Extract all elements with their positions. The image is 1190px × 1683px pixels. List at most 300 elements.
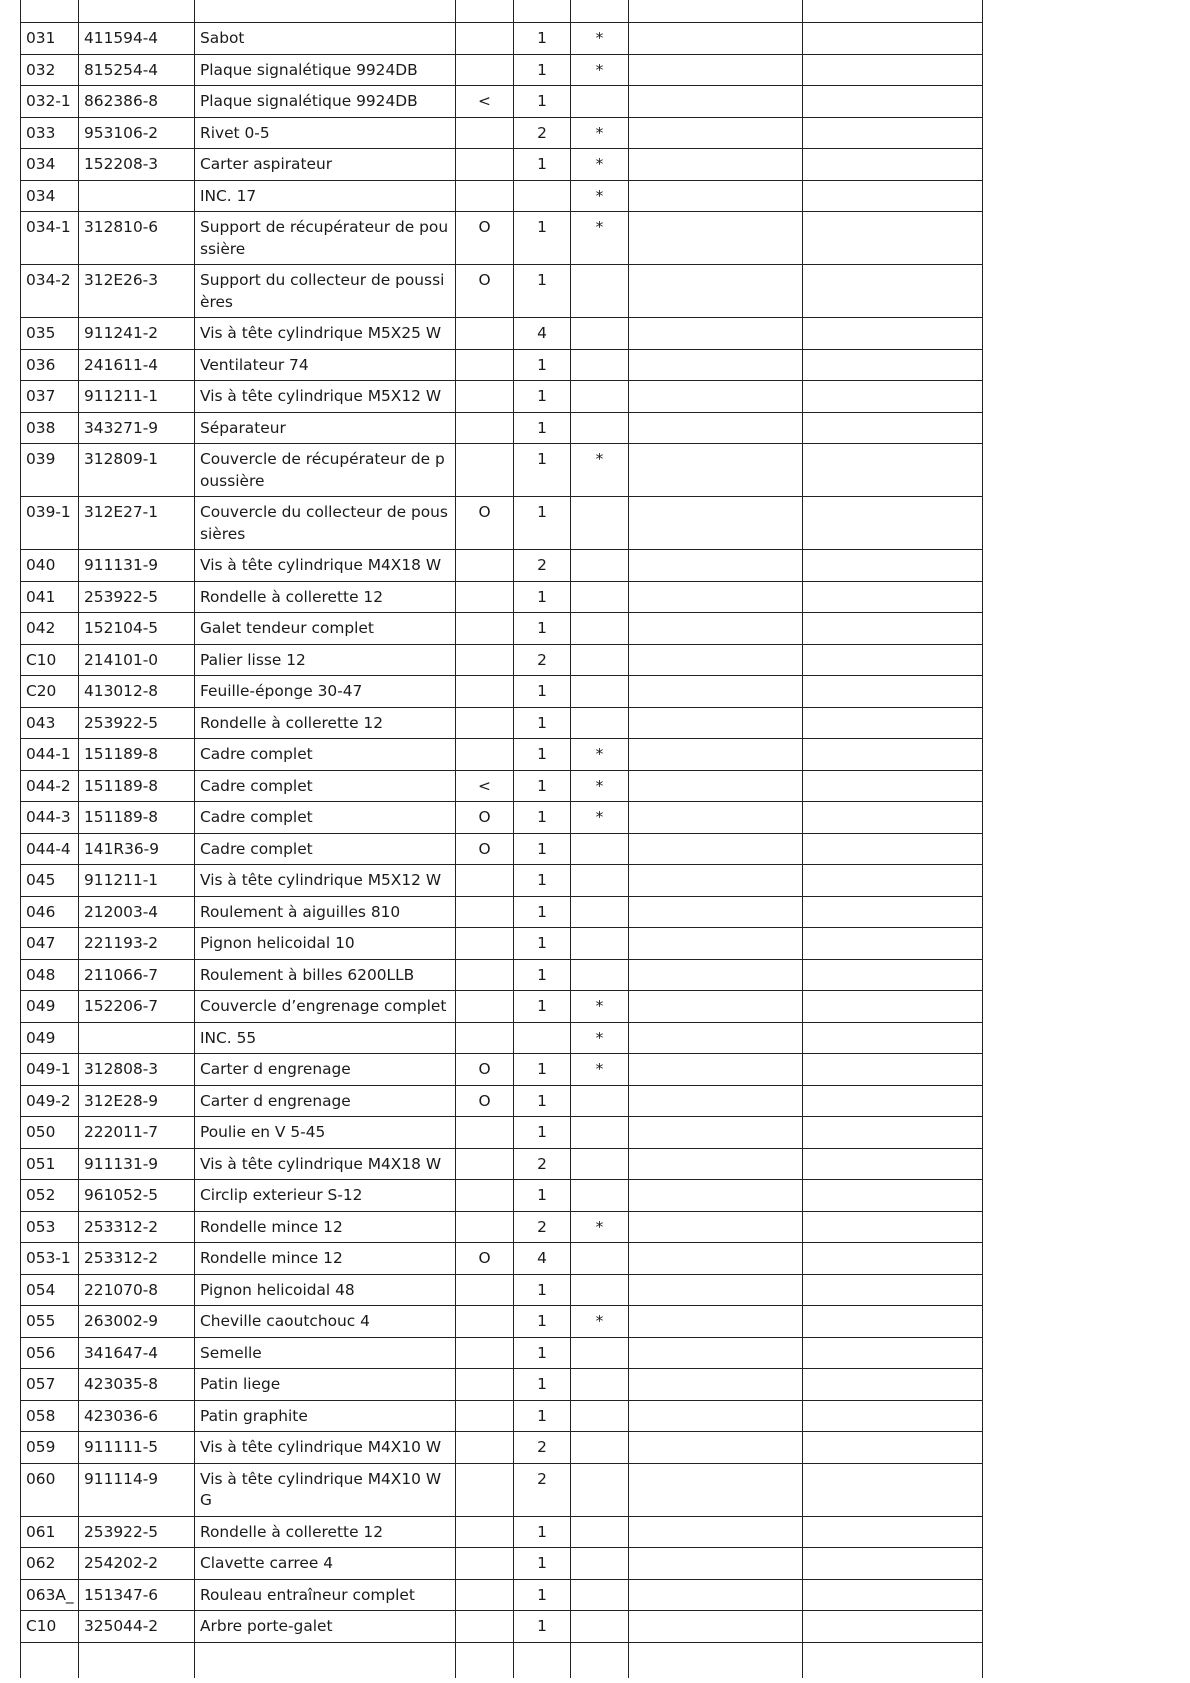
cell-item-number: 058 bbox=[21, 1400, 79, 1432]
cell-description: Couvercle d’engrenage complet bbox=[195, 991, 456, 1023]
cell-empty bbox=[629, 1337, 803, 1369]
cell-description: Poulie en V 5-45 bbox=[195, 1117, 456, 1149]
cell-quantity: 1 bbox=[514, 676, 571, 708]
cell-description: Cadre complet bbox=[195, 833, 456, 865]
cell-empty bbox=[803, 896, 983, 928]
table-row bbox=[21, 865, 983, 897]
cell-description: Plaque signalétique 9924DB bbox=[195, 54, 456, 86]
table-row bbox=[21, 86, 983, 118]
cell-empty bbox=[803, 739, 983, 771]
cell-empty bbox=[629, 1117, 803, 1149]
cell-empty bbox=[803, 707, 983, 739]
table-top-strip bbox=[21, 0, 983, 23]
cell-empty bbox=[629, 212, 803, 265]
cell-note bbox=[456, 1432, 514, 1464]
cell-part-number: 151347-6 bbox=[79, 1579, 195, 1611]
parts-table-body bbox=[21, 0, 983, 1678]
table-row bbox=[21, 1274, 983, 1306]
cell-empty bbox=[803, 1117, 983, 1149]
cell-empty bbox=[629, 1369, 803, 1401]
cell-empty bbox=[629, 1611, 803, 1643]
cell-part-number: 411594-4 bbox=[79, 23, 195, 55]
cell-empty bbox=[629, 1274, 803, 1306]
cell-note bbox=[456, 1117, 514, 1149]
cell-description: Sabot bbox=[195, 23, 456, 55]
cell-empty bbox=[456, 1642, 514, 1678]
cell-empty bbox=[803, 1306, 983, 1338]
cell-marker bbox=[571, 497, 629, 550]
cell-part-number: 911114-9 bbox=[79, 1463, 195, 1516]
cell-item-number: 047 bbox=[21, 928, 79, 960]
table-row bbox=[21, 381, 983, 413]
cell-part-number: 221193-2 bbox=[79, 928, 195, 960]
cell-description: Carter d engrenage bbox=[195, 1054, 456, 1086]
cell-marker: * bbox=[571, 23, 629, 55]
cell-part-number bbox=[79, 180, 195, 212]
cell-empty bbox=[803, 676, 983, 708]
cell-marker bbox=[571, 1369, 629, 1401]
cell-marker bbox=[571, 707, 629, 739]
cell-part-number: 222011-7 bbox=[79, 1117, 195, 1149]
cell-empty bbox=[803, 23, 983, 55]
cell-empty bbox=[629, 497, 803, 550]
cell-empty bbox=[629, 1400, 803, 1432]
table-row bbox=[21, 1400, 983, 1432]
cell-note bbox=[456, 1516, 514, 1548]
cell-quantity: 1 bbox=[514, 739, 571, 771]
cell-note: O bbox=[456, 1054, 514, 1086]
cell-note bbox=[456, 581, 514, 613]
cell-marker: * bbox=[571, 444, 629, 497]
table-row bbox=[21, 412, 983, 444]
cell-item-number: 036 bbox=[21, 349, 79, 381]
table-row bbox=[21, 770, 983, 802]
cell-note bbox=[456, 896, 514, 928]
table-row bbox=[21, 54, 983, 86]
cell-item-number: C10 bbox=[21, 644, 79, 676]
cell-description: Palier lisse 12 bbox=[195, 644, 456, 676]
cell-marker bbox=[571, 1180, 629, 1212]
cell-part-number: 253312-2 bbox=[79, 1211, 195, 1243]
cell-quantity: 1 bbox=[514, 1516, 571, 1548]
cell-marker bbox=[571, 1611, 629, 1643]
cell-note bbox=[456, 1579, 514, 1611]
cell-empty bbox=[629, 1085, 803, 1117]
cell-empty bbox=[803, 1548, 983, 1580]
cell-marker: * bbox=[571, 1211, 629, 1243]
cell-empty bbox=[629, 959, 803, 991]
cell-empty bbox=[803, 349, 983, 381]
cell-note bbox=[456, 23, 514, 55]
cell-description: Vis à tête cylindrique M4X10 W bbox=[195, 1432, 456, 1464]
cell-part-number: 253922-5 bbox=[79, 1516, 195, 1548]
cell-marker: * bbox=[571, 1306, 629, 1338]
cell-marker bbox=[571, 581, 629, 613]
cell-item-number: 034 bbox=[21, 180, 79, 212]
cell-note bbox=[456, 318, 514, 350]
cell-item-number: 041 bbox=[21, 581, 79, 613]
cell-marker bbox=[571, 959, 629, 991]
cell-quantity: 1 bbox=[514, 770, 571, 802]
table-row bbox=[21, 265, 983, 318]
cell-empty bbox=[803, 833, 983, 865]
cell-marker bbox=[571, 1337, 629, 1369]
table-row bbox=[21, 444, 983, 497]
cell-note: O bbox=[456, 265, 514, 318]
cell-description: INC. 17 bbox=[195, 180, 456, 212]
cell-note bbox=[456, 1022, 514, 1054]
cell-part-number: 325044-2 bbox=[79, 1611, 195, 1643]
cell-marker bbox=[571, 550, 629, 582]
cell-marker bbox=[571, 928, 629, 960]
cell-item-number: 056 bbox=[21, 1337, 79, 1369]
cell-quantity: 1 bbox=[514, 412, 571, 444]
table-row bbox=[21, 497, 983, 550]
cell-item-number: 057 bbox=[21, 1369, 79, 1401]
cell-item-number: 037 bbox=[21, 381, 79, 413]
cell-item-number: 046 bbox=[21, 896, 79, 928]
table-row bbox=[21, 1148, 983, 1180]
cell-note: O bbox=[456, 833, 514, 865]
cell-empty bbox=[803, 265, 983, 318]
cell-marker bbox=[571, 833, 629, 865]
cell-empty bbox=[803, 865, 983, 897]
cell-part-number: 312E26-3 bbox=[79, 265, 195, 318]
cell-note: O bbox=[456, 802, 514, 834]
cell-empty bbox=[571, 1642, 629, 1678]
cell-marker: * bbox=[571, 770, 629, 802]
cell-quantity: 1 bbox=[514, 1337, 571, 1369]
cell-part-number: 221070-8 bbox=[79, 1274, 195, 1306]
cell-part-number: 815254-4 bbox=[79, 54, 195, 86]
cell-description: Support du collecteur de poussières bbox=[195, 265, 456, 318]
cell-quantity: 1 bbox=[514, 497, 571, 550]
cell-marker bbox=[571, 896, 629, 928]
cell-marker: * bbox=[571, 1054, 629, 1086]
cell-note: < bbox=[456, 770, 514, 802]
cell-part-number: 911131-9 bbox=[79, 550, 195, 582]
table-row bbox=[21, 739, 983, 771]
cell-description: Cadre complet bbox=[195, 802, 456, 834]
cell-description: Vis à tête cylindrique M4X18 W bbox=[195, 1148, 456, 1180]
cell-empty bbox=[803, 381, 983, 413]
cell-marker: * bbox=[571, 149, 629, 181]
table-row bbox=[21, 644, 983, 676]
cell-item-number: 044-3 bbox=[21, 802, 79, 834]
cell-part-number: 253922-5 bbox=[79, 707, 195, 739]
table-row bbox=[21, 581, 983, 613]
cell-marker: * bbox=[571, 212, 629, 265]
cell-quantity: 1 bbox=[514, 54, 571, 86]
cell-item-number: 044-4 bbox=[21, 833, 79, 865]
cell-empty bbox=[629, 1243, 803, 1275]
cell-description: Rondelle mince 12 bbox=[195, 1211, 456, 1243]
cell-quantity: 1 bbox=[514, 865, 571, 897]
cell-empty bbox=[803, 1579, 983, 1611]
cell-empty bbox=[629, 1579, 803, 1611]
cell-quantity: 1 bbox=[514, 1548, 571, 1580]
cell-empty bbox=[629, 802, 803, 834]
cell-empty bbox=[803, 1180, 983, 1212]
cell-empty bbox=[629, 644, 803, 676]
cell-marker: * bbox=[571, 54, 629, 86]
cell-part-number: 254202-2 bbox=[79, 1548, 195, 1580]
cell-marker: * bbox=[571, 180, 629, 212]
cell-description: Vis à tête cylindrique M4X10 WG bbox=[195, 1463, 456, 1516]
cell-quantity: 1 bbox=[514, 444, 571, 497]
cell-note bbox=[456, 959, 514, 991]
cell-empty bbox=[803, 497, 983, 550]
cell-empty bbox=[803, 959, 983, 991]
cell-quantity: 1 bbox=[514, 802, 571, 834]
table-row bbox=[21, 613, 983, 645]
cell-empty bbox=[629, 991, 803, 1023]
cell-empty bbox=[629, 117, 803, 149]
cell-item-number: 045 bbox=[21, 865, 79, 897]
cell-empty bbox=[803, 644, 983, 676]
cell-empty bbox=[803, 1054, 983, 1086]
cell-marker bbox=[571, 86, 629, 118]
cell-empty bbox=[803, 86, 983, 118]
cell-description: Plaque signalétique 9924DB bbox=[195, 86, 456, 118]
cell-description: Cheville caoutchouc 4 bbox=[195, 1306, 456, 1338]
cell-marker bbox=[571, 1579, 629, 1611]
cell-quantity: 1 bbox=[514, 959, 571, 991]
cell-description: Feuille-éponge 30-47 bbox=[195, 676, 456, 708]
cell-description: Couvercle de récupérateur de poussière bbox=[195, 444, 456, 497]
cell-empty bbox=[629, 149, 803, 181]
cell-empty bbox=[629, 896, 803, 928]
cell-quantity bbox=[514, 1022, 571, 1054]
cell-description: Galet tendeur complet bbox=[195, 613, 456, 645]
table-row bbox=[21, 896, 983, 928]
cell-part-number: 253312-2 bbox=[79, 1243, 195, 1275]
cell-quantity: 1 bbox=[514, 896, 571, 928]
cell-item-number: 062 bbox=[21, 1548, 79, 1580]
cell-quantity: 1 bbox=[514, 1400, 571, 1432]
cell-empty bbox=[629, 444, 803, 497]
cell-empty bbox=[803, 1022, 983, 1054]
cell-note bbox=[456, 54, 514, 86]
cell-empty bbox=[629, 1211, 803, 1243]
cell-description: Rondelle à collerette 12 bbox=[195, 707, 456, 739]
cell-marker bbox=[571, 613, 629, 645]
cell-description: Vis à tête cylindrique M5X12 W bbox=[195, 865, 456, 897]
cell-quantity: 1 bbox=[514, 707, 571, 739]
cell-quantity: 1 bbox=[514, 581, 571, 613]
cell-description: Arbre porte-galet bbox=[195, 1611, 456, 1643]
cell-marker bbox=[571, 676, 629, 708]
cell-part-number: 953106-2 bbox=[79, 117, 195, 149]
cell-marker bbox=[571, 412, 629, 444]
cell-marker bbox=[571, 349, 629, 381]
cell-quantity: 2 bbox=[514, 1463, 571, 1516]
cell-item-number: 034 bbox=[21, 149, 79, 181]
table-row bbox=[21, 1180, 983, 1212]
cell-marker: * bbox=[571, 739, 629, 771]
cell-marker bbox=[571, 1548, 629, 1580]
table-row bbox=[21, 550, 983, 582]
cell-item-number: 034-1 bbox=[21, 212, 79, 265]
cell-quantity: 1 bbox=[514, 1306, 571, 1338]
cell-marker: * bbox=[571, 991, 629, 1023]
table-row bbox=[21, 1516, 983, 1548]
cell-marker bbox=[571, 381, 629, 413]
cell-item-number: 049-2 bbox=[21, 1085, 79, 1117]
cell-note: O bbox=[456, 212, 514, 265]
cell-description: Couvercle du collecteur de poussières bbox=[195, 497, 456, 550]
cell-item-number: 043 bbox=[21, 707, 79, 739]
table-row bbox=[21, 349, 983, 381]
cell-quantity: 1 bbox=[514, 1274, 571, 1306]
cell-empty bbox=[803, 1432, 983, 1464]
table-row bbox=[21, 1611, 983, 1643]
cell-note bbox=[456, 1274, 514, 1306]
cell-marker bbox=[571, 1432, 629, 1464]
table-row bbox=[21, 212, 983, 265]
cell-empty bbox=[803, 117, 983, 149]
cell-item-number: 049 bbox=[21, 991, 79, 1023]
cell-part-number: 413012-8 bbox=[79, 676, 195, 708]
cell-part-number: 152206-7 bbox=[79, 991, 195, 1023]
cell-empty bbox=[803, 1463, 983, 1516]
cell-description: Circlip exterieur S-12 bbox=[195, 1180, 456, 1212]
cell-quantity: 1 bbox=[514, 613, 571, 645]
cell-description: Rondelle à collerette 12 bbox=[195, 1516, 456, 1548]
cell-note bbox=[456, 1400, 514, 1432]
cell-description: Vis à tête cylindrique M4X18 W bbox=[195, 550, 456, 582]
cell-quantity: 1 bbox=[514, 381, 571, 413]
cell-note bbox=[456, 550, 514, 582]
cell-marker bbox=[571, 1117, 629, 1149]
cell-part-number: 214101-0 bbox=[79, 644, 195, 676]
cell-item-number: 034-2 bbox=[21, 265, 79, 318]
cell-quantity: 1 bbox=[514, 991, 571, 1023]
cell-item-number: 039-1 bbox=[21, 497, 79, 550]
cell-quantity: 1 bbox=[514, 1117, 571, 1149]
table-row bbox=[21, 1054, 983, 1086]
table-row-continued bbox=[21, 1642, 983, 1678]
cell-empty bbox=[629, 613, 803, 645]
cell-description: Patin graphite bbox=[195, 1400, 456, 1432]
cell-empty bbox=[803, 1148, 983, 1180]
cell-empty bbox=[629, 1306, 803, 1338]
cell-description: Cadre complet bbox=[195, 739, 456, 771]
cell-empty bbox=[803, 928, 983, 960]
cell-note bbox=[456, 349, 514, 381]
cell-part-number: 211066-7 bbox=[79, 959, 195, 991]
cell-marker bbox=[571, 1400, 629, 1432]
table-row bbox=[21, 1243, 983, 1275]
cell-empty bbox=[629, 1463, 803, 1516]
cell-item-number: 042 bbox=[21, 613, 79, 645]
cell-note bbox=[456, 180, 514, 212]
table-row bbox=[21, 149, 983, 181]
table-row bbox=[21, 318, 983, 350]
table-row bbox=[21, 1579, 983, 1611]
cell-note bbox=[456, 1148, 514, 1180]
cell-description: Cadre complet bbox=[195, 770, 456, 802]
cell-item-number: C10 bbox=[21, 1611, 79, 1643]
cell-note: O bbox=[456, 497, 514, 550]
cell-marker bbox=[571, 1243, 629, 1275]
cell-part-number: 141R36-9 bbox=[79, 833, 195, 865]
cell-quantity: 4 bbox=[514, 1243, 571, 1275]
cell-note bbox=[456, 1611, 514, 1643]
table-row bbox=[21, 1211, 983, 1243]
cell-empty bbox=[195, 1642, 456, 1678]
table-row bbox=[21, 928, 983, 960]
cell-note bbox=[456, 991, 514, 1023]
cell-description: Vis à tête cylindrique M5X25 W bbox=[195, 318, 456, 350]
cell-item-number: 053 bbox=[21, 1211, 79, 1243]
cell-part-number: 152208-3 bbox=[79, 149, 195, 181]
cell-part-number: 341647-4 bbox=[79, 1337, 195, 1369]
cell-item-number: 054 bbox=[21, 1274, 79, 1306]
cell-note bbox=[456, 1337, 514, 1369]
cell-item-number: 032-1 bbox=[21, 86, 79, 118]
cell-item-number: 052 bbox=[21, 1180, 79, 1212]
table-row bbox=[21, 833, 983, 865]
cell-empty bbox=[629, 833, 803, 865]
cell-quantity: 1 bbox=[514, 86, 571, 118]
cell-empty bbox=[803, 318, 983, 350]
cell-empty bbox=[803, 770, 983, 802]
cell-description: Séparateur bbox=[195, 412, 456, 444]
cell-empty bbox=[803, 444, 983, 497]
cell-empty bbox=[629, 349, 803, 381]
cell-quantity: 2 bbox=[514, 1432, 571, 1464]
cell-description: Semelle bbox=[195, 1337, 456, 1369]
cell-note: O bbox=[456, 1085, 514, 1117]
cell-note bbox=[456, 412, 514, 444]
cell-part-number: 911111-5 bbox=[79, 1432, 195, 1464]
cell-part-number: 312809-1 bbox=[79, 444, 195, 497]
cell-empty bbox=[629, 865, 803, 897]
cell-empty bbox=[629, 180, 803, 212]
table-row bbox=[21, 802, 983, 834]
cell-empty bbox=[803, 991, 983, 1023]
cell-empty bbox=[629, 1548, 803, 1580]
cell-description: Rondelle à collerette 12 bbox=[195, 581, 456, 613]
cell-quantity: 2 bbox=[514, 1211, 571, 1243]
table-row bbox=[21, 1085, 983, 1117]
table-row bbox=[21, 1117, 983, 1149]
cell-empty bbox=[629, 1148, 803, 1180]
cell-description: Support de récupérateur de poussière bbox=[195, 212, 456, 265]
cell-quantity: 2 bbox=[514, 644, 571, 676]
cell-marker bbox=[571, 644, 629, 676]
cell-marker: * bbox=[571, 1022, 629, 1054]
cell-part-number: 423035-8 bbox=[79, 1369, 195, 1401]
cell-note bbox=[456, 1306, 514, 1338]
cell-note bbox=[456, 1180, 514, 1212]
cell-empty bbox=[629, 412, 803, 444]
cell-note bbox=[456, 117, 514, 149]
cell-empty bbox=[803, 149, 983, 181]
cell-item-number: 044-2 bbox=[21, 770, 79, 802]
cell-item-number: 053-1 bbox=[21, 1243, 79, 1275]
cell-description: Carter d engrenage bbox=[195, 1085, 456, 1117]
table-row bbox=[21, 1306, 983, 1338]
cell-empty bbox=[803, 412, 983, 444]
cell-item-number: 040 bbox=[21, 550, 79, 582]
cell-note bbox=[456, 149, 514, 181]
cell-empty bbox=[803, 1369, 983, 1401]
cell-quantity: 2 bbox=[514, 117, 571, 149]
cell-empty bbox=[803, 1611, 983, 1643]
cell-part-number: 253922-5 bbox=[79, 581, 195, 613]
